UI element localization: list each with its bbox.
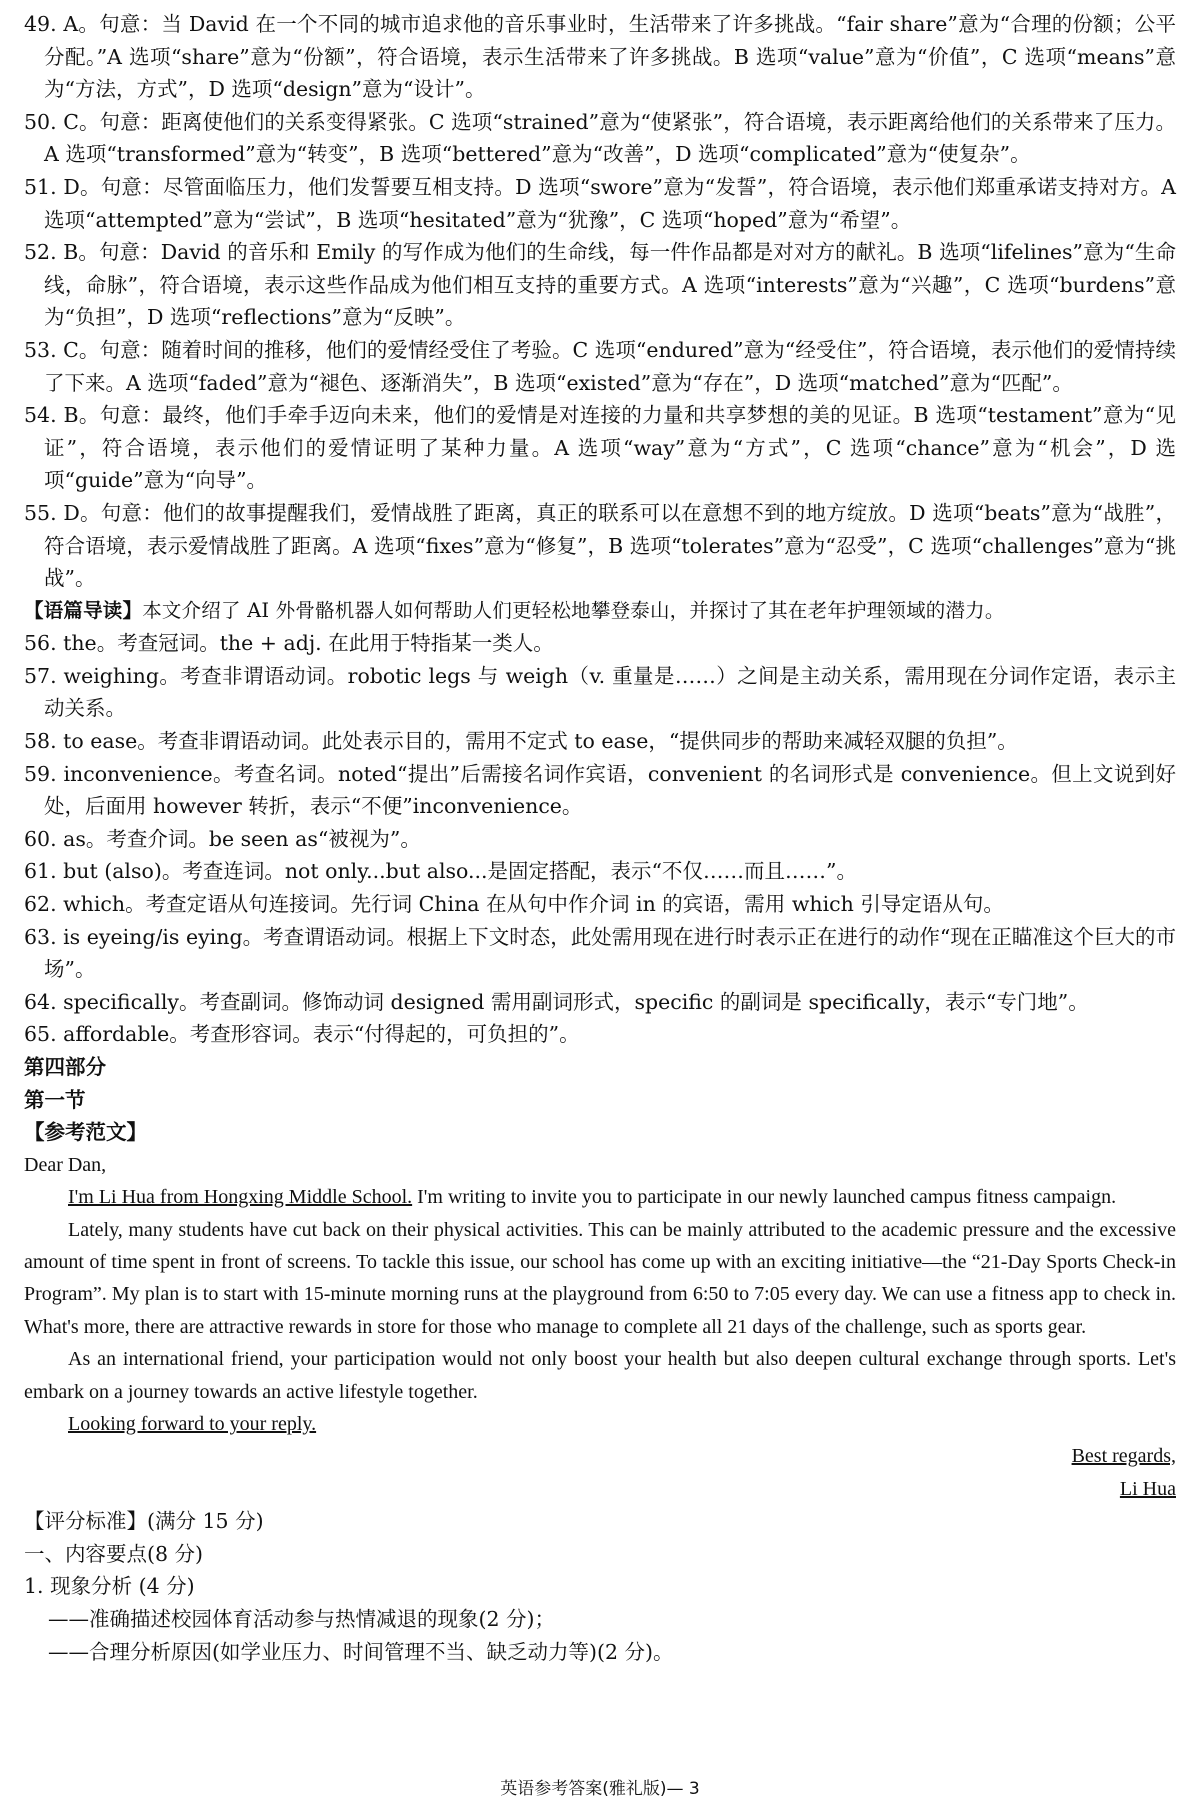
answer-61: 61. but (also)。考查连词。not only...but also...是固定搭配，表示“不仅……而且……”。: [24, 859, 858, 884]
sample-essay-label: 【参考范文】: [24, 1120, 147, 1145]
answer-65: 65. affordable。考查形容词。表示“付得起的，可负担的”。: [24, 1022, 580, 1047]
sample-letter: [24, 1149, 1176, 1505]
letter-intro-underlined: I'm Li Hua from Hongxing Middle School.: [68, 1186, 413, 1209]
scoring-subitem-2: ——合理分析原因(如学业压力、时间管理不当、缺乏动力等)(2 分)。: [48, 1639, 674, 1664]
answer-63: 63. is eyeing/is eying。考查谓语动词。根据上下文时态，此处需用现在进行时表示正在进行的动作“现在正瞄准这个巨大的市场”。: [24, 924, 1176, 982]
section-one-title: 第一节: [24, 1087, 86, 1112]
answer-59: 59. inconvenience。考查名词。noted“提出”后需接名词作宾语，convenient 的名词形式是 convenience。但上文说到好处，后面用 however 转折，表示“不便”inconvenience。: [24, 761, 1176, 819]
letter-signoff: [24, 1440, 1176, 1472]
content-points-heading: 一、内容要点(8 分): [24, 1541, 204, 1566]
scoring-title: 【评分标准】(满分 15 分): [24, 1509, 264, 1534]
grammar-answers: [24, 627, 1176, 1051]
answer-58: 58. to ease。考查非谓语动词。此处表示目的，需用不定式 to ease，“提供同步的帮助来减轻双腿的负担”。: [24, 729, 1018, 754]
page-footer: 英语参考答案(雅礼版)— 3: [500, 1779, 700, 1799]
scoring-criteria: [24, 1505, 1176, 1668]
letter-signature: [24, 1473, 1176, 1505]
answer-55: 55. D。句意：他们的故事提醒我们，爱情战胜了距离，真正的联系可以在意想不到的地方绽放。D 选项“beats”意为“战胜”，符合语境，表示爱情战胜了距离。A 选项“fixes”意为“修复”，B 选项“tolerates”意为“忍受”，C 选项“challenges”意为“挑战”。: [24, 500, 1176, 591]
letter-closing-line: [24, 1408, 1176, 1440]
passage-guide-text: 本文介绍了 AI 外骨骼机器人如何帮助人们更轻松地攀登泰山，并探讨了其在老年护理领域的潜力。: [142, 598, 1005, 622]
answer-57: 57. weighing。考查非谓语动词。robotic legs 与 weigh（v. 重量是……）之间是主动关系，需用现在分词作定语，表示主动关系。: [24, 663, 1176, 721]
scoring-item-1: 1. 现象分析 (4 分): [24, 1574, 195, 1599]
answer-56: 56. the。考查冠词。the + adj. 在此用于特指某一类人。: [24, 631, 554, 656]
answer-53: 53. C。句意：随着时间的推移，他们的爱情经受住了考验。C 选项“endured”意为“经受住”，符合语境，表示他们的爱情持续了下来。A 选项“faded”意为“褪色、逐渐消失”，B 选项“existed”意为“存在”，D 选项“matched”意为“匹配”。: [24, 337, 1176, 395]
answer-64: 64. specifically。考查副词。修饰动词 designed 需用副词形式，specific 的副词是 specifically，表示“专门地”。: [24, 989, 1089, 1014]
passage-guide-label: 【语篇导读】: [24, 598, 143, 622]
letter-signoff-text: Best regards,: [1071, 1445, 1176, 1468]
answer-49: 49. A。句意：当 David 在一个不同的城市追求他的音乐事业时，生活带来了许多挑战。“fair share”意为“合理的份额；公平分配。”A 选项“share”意为“份额”，符合语境，表示生活带来了许多挑战。B 选项“value”意为“价值”，C 选项“means”意为“方法，方式”，D 选项“design”意为“设计”。: [24, 12, 1176, 102]
letter-intro-rest: I'm writing to invite you to participate in our newly launched campus fitness campaign.: [412, 1186, 1117, 1209]
letter-paragraph-3: As an international friend, your participation would not only boost your health but also deepen cultural exchange through sports. Let's embark on a journey towards an active lifestyle together.: [24, 1348, 1176, 1403]
answer-54: 54. B。句意：最终，他们手牵手迈向未来，他们的爱情是对连接的力量和共享梦想的美的见证。B 选项“testament”意为“见证”，符合语境，表示他们的爱情证明了某种力量。A 选项“way”意为“方式”，C 选项“chance”意为“机会”，D 选项“guide”意为“向导”。: [24, 403, 1176, 493]
letter-signature-text: Li Hua: [1119, 1477, 1176, 1500]
letter-paragraph-2: Lately, many students have cut back on their physical activities. This can be mainly attributed to the academic pressure and the excessive amount of time spent in front of screens. To tackle this issue, our school has come up with an exciting initiative—the “21-Day Sports Check-in Program”. My plan is to start with 15-minute morning runs at the playground from 6:50 to 7:05 every day. We can use a fitness app to check in. What's more, there are attractive rewards in store for those who manage to complete all 21 days of the challenge, such as sports gear.: [24, 1218, 1176, 1338]
part-four-title: 第四部分: [24, 1055, 106, 1079]
letter-greeting: Dear Dan,: [24, 1153, 107, 1176]
letter-closing-underlined: Looking forward to your reply.: [68, 1413, 317, 1436]
answer-52: 52. B。句意：David 的音乐和 Emily 的写作成为他们的生命线，每一件作品都是对对方的献礼。B 选项“lifelines”意为“生命线，命脉”，符合语境，表示这些作品成为他们相互支持的重要方式。A 选项“interests”意为“兴趣”，C 选项“burdens”意为“负担”，D 选项“reflections”意为“反映”。: [24, 240, 1176, 330]
scoring-subitem-1: ——准确描述校园体育活动参与热情减退的现象(2 分)；: [48, 1607, 556, 1632]
answer-51: 51. D。句意：尽管面临压力，他们发誓要互相支持。D 选项“swore”意为“发誓”，符合语境，表示他们郑重承诺支持对方。A 选项“attempted”意为“尝试”，B 选项“hesitated”意为“犹豫”，C 选项“hoped”意为“希望”。: [24, 174, 1176, 232]
answer-62: 62. which。考查定语从句连接词。先行词 China 在从句中作介词 in 的宾语，需用 which 引导定语从句。: [24, 892, 1004, 917]
answer-50: 50. C。句意：距离使他们的关系变得紧张。C 选项“strained”意为“使紧张”，符合语境，表示距离给他们的关系带来了压力。A 选项“transformed”意为“转变”，B 选项“bettered”意为“改善”，D 选项“complicated”意为“使复杂”。: [24, 109, 1176, 167]
answer-60: 60. as。考查介词。be seen as“被视为”。: [24, 826, 421, 851]
cloze-answers: [24, 8, 1176, 595]
letter-paragraph-1: [24, 1181, 1176, 1213]
passage-guide: [24, 595, 1176, 628]
